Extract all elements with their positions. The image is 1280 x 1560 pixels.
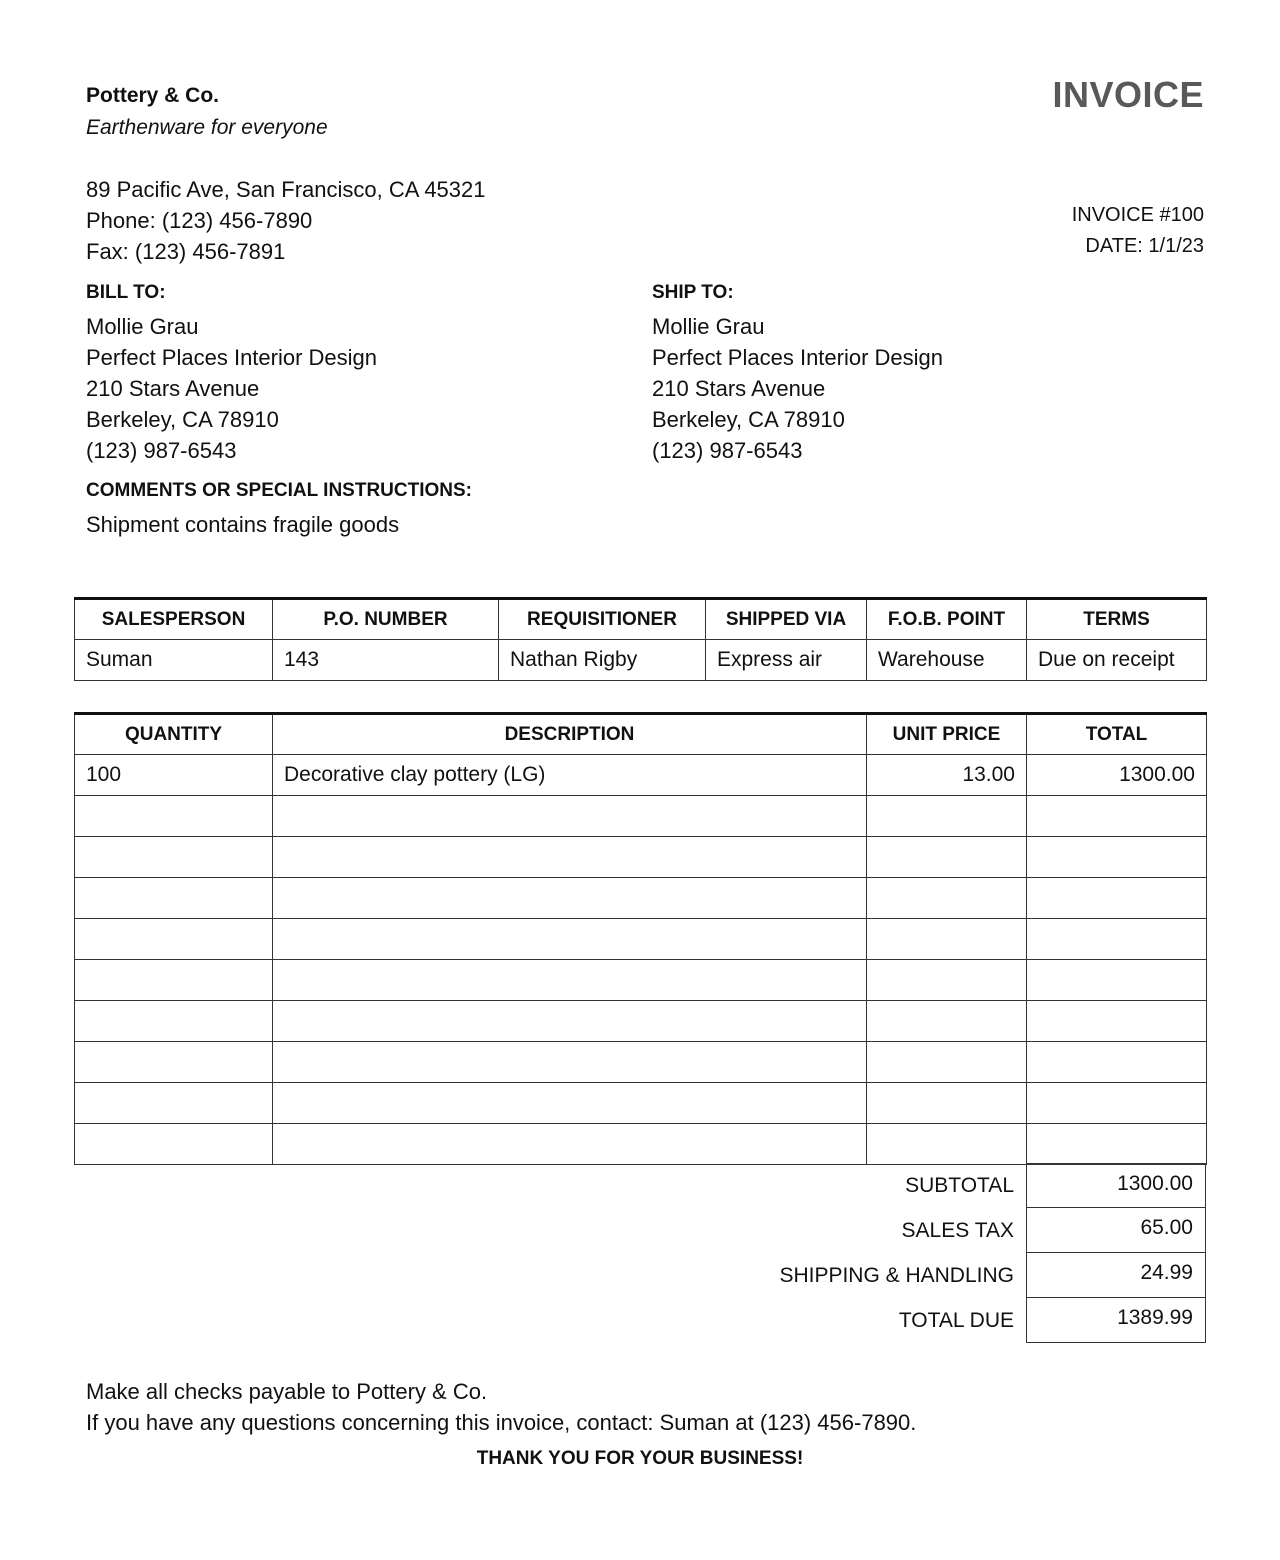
bill-to-name: Mollie Grau xyxy=(86,314,199,339)
item-quantity xyxy=(75,837,273,878)
item-quantity xyxy=(75,1124,273,1165)
item-unit-price xyxy=(867,919,1027,960)
order-meta-table xyxy=(74,597,1207,681)
shipping-row xyxy=(700,1253,1206,1298)
table-row xyxy=(75,878,1207,919)
item-unit-price xyxy=(867,1124,1027,1165)
bill-to-company: Perfect Places Interior Design xyxy=(86,345,378,370)
total-due-label: TOTAL DUE xyxy=(898,1308,1014,1332)
item-total xyxy=(1027,878,1207,919)
item-quantity: 100 xyxy=(75,755,273,796)
shipping-label: SHIPPING & HANDLING xyxy=(779,1263,1014,1287)
item-description xyxy=(273,1124,867,1165)
bill-to-heading: BILL TO: xyxy=(86,282,166,303)
salesperson-value: Suman xyxy=(75,640,273,681)
item-unit-price xyxy=(867,1042,1027,1083)
comments-block xyxy=(86,479,472,540)
item-quantity xyxy=(75,796,273,837)
item-description: Decorative clay pottery (LG) xyxy=(273,755,867,796)
subtotal-row xyxy=(700,1163,1206,1208)
shipped-via-value: Express air xyxy=(706,640,867,681)
table-row xyxy=(75,1001,1207,1042)
item-total xyxy=(1027,1001,1207,1042)
bill-to-block xyxy=(86,281,377,466)
item-total xyxy=(1027,1042,1207,1083)
invoice-title: INVOICE xyxy=(1052,74,1204,115)
header-description: DESCRIPTION xyxy=(273,714,867,755)
subtotal-label: SUBTOTAL xyxy=(905,1173,1014,1197)
header-po-number: P.O. NUMBER xyxy=(273,599,499,640)
comments-text: Shipment contains fragile goods xyxy=(86,512,400,537)
table-row xyxy=(75,837,1207,878)
order-meta-value-row xyxy=(75,640,1207,681)
invoice-date: DATE: 1/1/23 xyxy=(1085,235,1204,257)
header-quantity: QUANTITY xyxy=(75,714,273,755)
table-row xyxy=(75,960,1207,1001)
terms-value: Due on receipt xyxy=(1027,640,1207,681)
ship-to-block xyxy=(652,281,943,466)
table-row xyxy=(75,1124,1207,1165)
company-fax: Fax: (123) 456-7891 xyxy=(86,239,286,264)
shipping-value: 24.99 xyxy=(1026,1253,1206,1298)
header-fob-point: F.O.B. POINT xyxy=(867,599,1027,640)
item-description xyxy=(273,1042,867,1083)
item-unit-price xyxy=(867,1083,1027,1124)
ship-to-city: Berkeley, CA 78910 xyxy=(652,407,845,432)
table-row xyxy=(75,755,1207,796)
ship-to-heading: SHIP TO: xyxy=(652,282,734,303)
item-unit-price xyxy=(867,878,1027,919)
item-quantity xyxy=(75,878,273,919)
item-quantity xyxy=(75,1001,273,1042)
header-shipped-via: SHIPPED VIA xyxy=(706,599,867,640)
company-address: 89 Pacific Ave, San Francisco, CA 45321 xyxy=(86,177,486,202)
item-quantity xyxy=(75,960,273,1001)
comments-heading: COMMENTS OR SPECIAL INSTRUCTIONS: xyxy=(86,480,472,501)
table-row xyxy=(75,1042,1207,1083)
item-total xyxy=(1027,796,1207,837)
item-description xyxy=(273,1083,867,1124)
ship-to-name: Mollie Grau xyxy=(652,314,765,339)
item-description xyxy=(273,796,867,837)
invoice-number: INVOICE #100 xyxy=(1071,204,1204,226)
table-row xyxy=(75,1083,1207,1124)
sales-tax-label: SALES TAX xyxy=(901,1218,1014,1242)
item-total xyxy=(1027,1083,1207,1124)
total-due-value: 1389.99 xyxy=(1026,1298,1206,1343)
totals-block xyxy=(700,1163,1206,1343)
table-row xyxy=(75,919,1207,960)
item-total xyxy=(1027,837,1207,878)
item-description xyxy=(273,919,867,960)
total-due-row xyxy=(700,1298,1206,1343)
item-unit-price xyxy=(867,960,1027,1001)
header-unit-price: UNIT PRICE xyxy=(867,714,1027,755)
checks-payable-note: Make all checks payable to Pottery & Co. xyxy=(86,1379,488,1404)
company-tagline: Earthenware for everyone xyxy=(86,116,328,139)
table-row xyxy=(75,796,1207,837)
bill-to-phone: (123) 987-6543 xyxy=(86,438,237,463)
fob-point-value: Warehouse xyxy=(867,640,1027,681)
bill-to-city: Berkeley, CA 78910 xyxy=(86,407,279,432)
sales-tax-row xyxy=(700,1208,1206,1253)
requisitioner-value: Nathan Rigby xyxy=(499,640,706,681)
line-items-header-row xyxy=(75,714,1207,755)
header-terms: TERMS xyxy=(1027,599,1207,640)
company-contact xyxy=(86,174,486,267)
item-total xyxy=(1027,1124,1207,1165)
item-unit-price: 13.00 xyxy=(867,755,1027,796)
company-phone: Phone: (123) 456-7890 xyxy=(86,208,313,233)
item-description xyxy=(273,837,867,878)
payment-note xyxy=(86,1376,916,1438)
questions-contact-note: If you have any questions concerning this invoice, contact: Suman at (123) 456-7890. xyxy=(86,1410,917,1435)
item-description xyxy=(273,960,867,1001)
thank-you-note: THANK YOU FOR YOUR BUSINESS! xyxy=(476,1448,804,1469)
po-number-value: 143 xyxy=(273,640,499,681)
item-unit-price xyxy=(867,1001,1027,1042)
item-quantity xyxy=(75,919,273,960)
item-description xyxy=(273,1001,867,1042)
header-requisitioner: REQUISITIONER xyxy=(499,599,706,640)
item-quantity xyxy=(75,1042,273,1083)
line-items-table xyxy=(74,712,1207,1165)
item-total xyxy=(1027,919,1207,960)
header-salesperson: SALESPERSON xyxy=(75,599,273,640)
bill-to-street: 210 Stars Avenue xyxy=(86,376,260,401)
subtotal-value: 1300.00 xyxy=(1026,1163,1206,1208)
item-total: 1300.00 xyxy=(1027,755,1207,796)
item-total xyxy=(1027,960,1207,1001)
sales-tax-value: 65.00 xyxy=(1026,1208,1206,1253)
company-name: Pottery & Co. xyxy=(86,84,220,107)
item-unit-price xyxy=(867,796,1027,837)
item-quantity xyxy=(75,1083,273,1124)
ship-to-company: Perfect Places Interior Design xyxy=(652,345,944,370)
invoice-meta xyxy=(1072,200,1204,262)
header-total: TOTAL xyxy=(1027,714,1207,755)
ship-to-street: 210 Stars Avenue xyxy=(652,376,826,401)
ship-to-phone: (123) 987-6543 xyxy=(652,438,803,463)
item-description xyxy=(273,878,867,919)
item-unit-price xyxy=(867,837,1027,878)
order-meta-header-row xyxy=(75,599,1207,640)
